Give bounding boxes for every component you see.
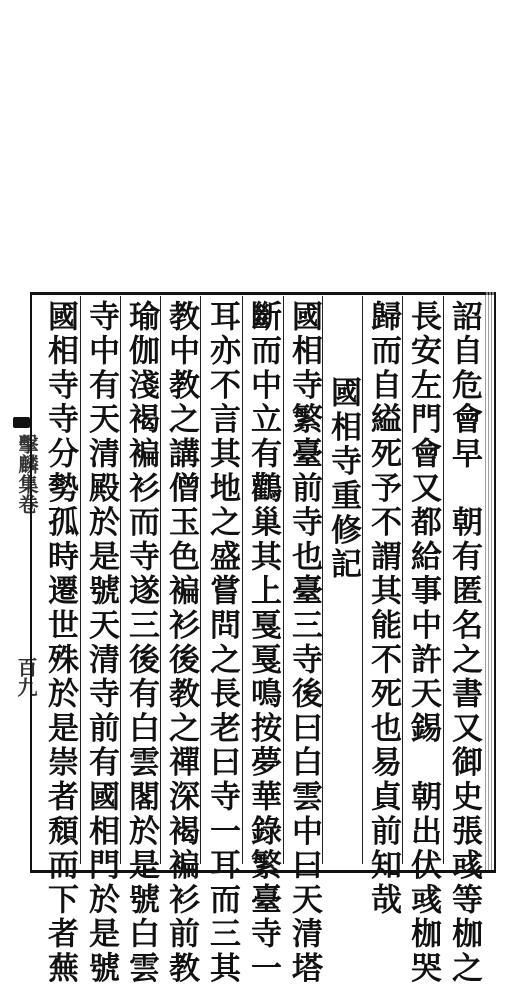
page-edge xyxy=(485,292,495,870)
column-rule xyxy=(362,296,363,864)
text-column-9: 瑜伽淺褐褊衫而寺遂三後有白雲閣於是號白雲 xyxy=(123,300,159,986)
column-rule xyxy=(443,296,444,864)
page-gutter xyxy=(8,292,31,870)
gutter-fishtail-mark xyxy=(13,417,30,428)
column-rule xyxy=(322,296,323,864)
text-column-6: 斷而中立有鸛巢其上戛戛鳴按夢華錄繁臺寺一 xyxy=(245,300,281,986)
gutter-page-number: 百九 xyxy=(14,657,38,697)
column-rule xyxy=(200,296,201,864)
column-rule xyxy=(80,296,81,864)
gutter-title: 擊麟集卷 xyxy=(15,434,39,514)
text-column-2: 長安左門會又都給事中許天錫 朝出伏彧枷哭 xyxy=(405,300,441,986)
column-rule xyxy=(402,296,403,864)
text-column-10: 寺中有天清殿於是號天清寺前有國相門於是號 xyxy=(83,300,119,986)
text-column-3: 歸而自縊死予不謂其能不死也易貞前知哉 xyxy=(365,300,401,918)
section-title: 國相寺重修記 xyxy=(325,342,361,583)
text-column-1: 詔自危會早 朝有匿名之書又御史張彧等枷之 xyxy=(446,300,482,986)
column-rule xyxy=(283,296,284,864)
column-rule xyxy=(120,296,121,864)
column-rule xyxy=(242,296,243,864)
text-column-5: 國相寺繁臺前寺也臺三寺後曰白雲中曰天清塔 xyxy=(286,300,322,986)
text-column-11: 國相寺寺分勢孤時遷世殊於是崇者頹而下者蕪 xyxy=(42,300,78,986)
text-column-7: 耳亦不言其地之盛嘗問之長老曰寺一耳而三其 xyxy=(204,300,240,986)
column-rule xyxy=(160,296,161,864)
text-column-8: 教中教之講僧玉色褊衫後教之禪深褐褊衫前教 xyxy=(163,300,199,986)
